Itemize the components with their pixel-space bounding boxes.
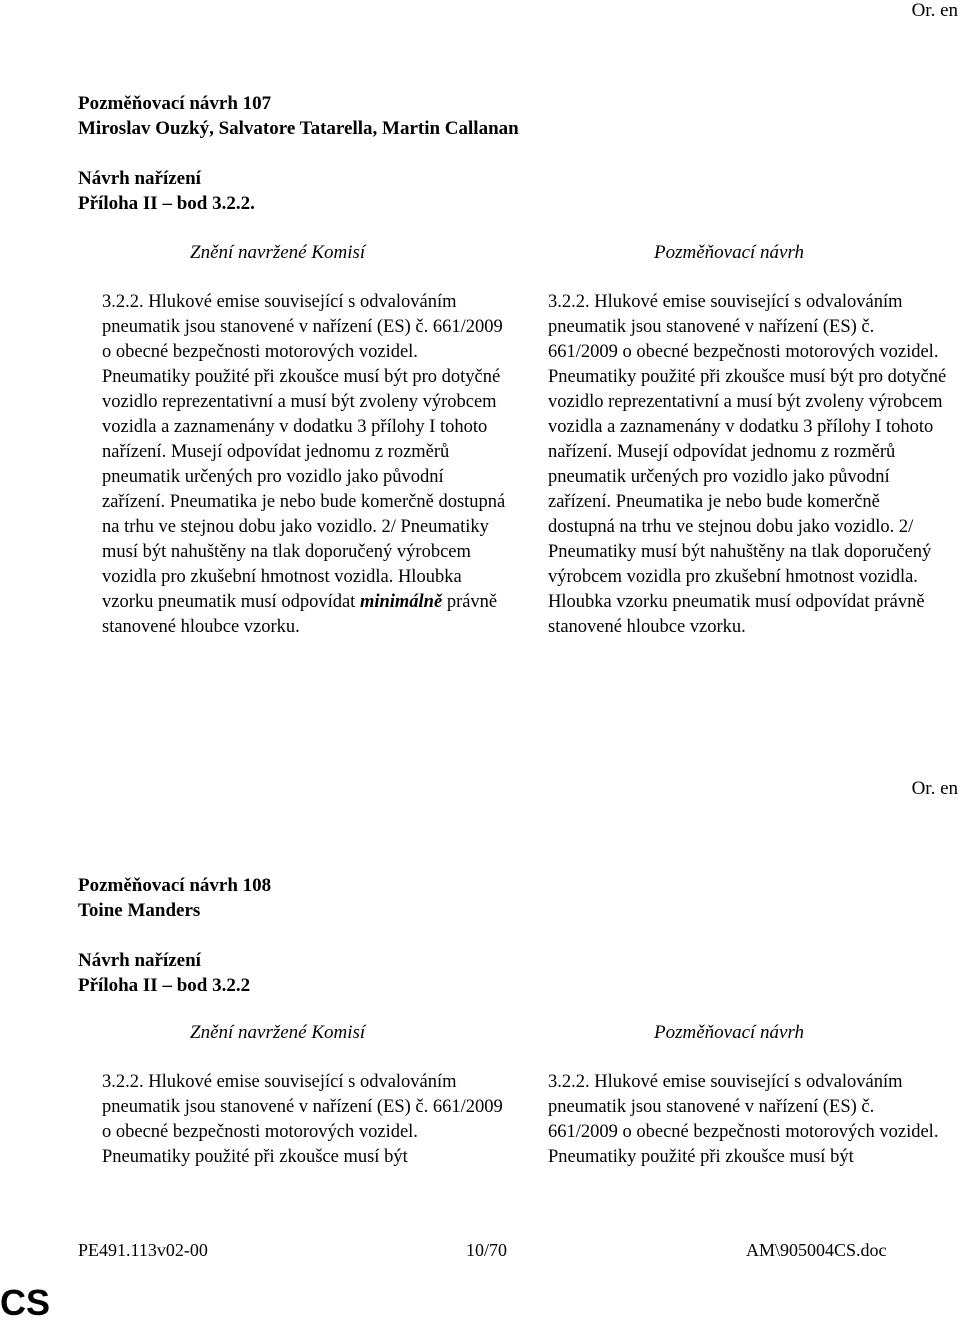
amendment-107-proposal-label: Návrh nařízení [78, 168, 201, 189]
original-language-tag: Or. en [911, 0, 958, 21]
commission-text-emphasis: minimálně [359, 592, 443, 612]
amendment-108-authors: Toine Manders [78, 900, 201, 921]
amendment-107-commission-text [102, 290, 507, 640]
commission-text-body: 3.2.2. Hlukové emise související s odvalováním pneumatik jsou stanovené v nařízení (ES) č. 661/2009 o obecné bezpečnosti motorových vozidel. Pneumatiky použité při zkoušce musí být [102, 1072, 503, 1167]
amendment-108-amended-text [548, 1070, 948, 1170]
amendment-107-left-heading: Znění navržené Komisí [190, 242, 366, 263]
amended-text-body: 3.2.2. Hlukové emise související s odvalováním pneumatik jsou stanovené v nařízení (ES) č. 661/2009 o obecné bezpečnosti motorových vozidel. Pneumatiky použité při zkoušce musí být pro dotyčné vozidlo reprezentativní a musí být zvoleny výrobcem vozidla a zaznamenány v dodatku 3 přílohy I tohoto nařízení. Musejí odpovídat jednomu z rozměrů pneumatik určených pro vozidlo jako původní zařízení. Pneumatika je nebo bude komerčně dostupná na trhu ve stejnou dobu jako vozidlo. 2/ Pneumatiky musí být nahuštěny na tlak doporučený výrobcem vozidla pro zkušební hmotnost vozidla. Hloubka vzorku pneumatik musí odpovídat právně stanovené hloubce vzorku. [548, 292, 947, 637]
commission-text-tail: právně stanovené hloubce vzorku. [102, 592, 498, 637]
amended-text-body: 3.2.2. Hlukové emise související s odvalováním pneumatik jsou stanovené v nařízení (ES) č. 661/2009 o obecné bezpečnosti motorových vozidel. Pneumatiky použité při zkoušce musí být [548, 1072, 939, 1167]
footer-am-ref: AM\905004CS.doc [746, 1240, 887, 1260]
footer-doc-ref: PE491.113v02-00 [78, 1240, 208, 1260]
amendment-107-right-heading: Pozměňovací návrh [654, 242, 805, 263]
amendment-107-reference: Příloha II – bod 3.2.2. [78, 193, 255, 214]
language-code: CS [0, 1282, 51, 1323]
amendment-108-left-heading: Znění navržené Komisí [190, 1022, 366, 1043]
commission-text-body: 3.2.2. Hlukové emise související s odvalováním pneumatik jsou stanovené v nařízení (ES) č. 661/2009 o obecné bezpečnosti motorových vozidel. Pneumatiky použité při zkoušce musí být pro dotyčné vozidlo reprezentativní a musí být zvoleny výrobcem vozidla a zaznamenány v dodatku 3 přílohy I tohoto nařízení. Musejí odpovídat jednomu z rozměrů pneumatik určených pro vozidlo jako původní zařízení. Pneumatika je nebo bude komerčně dostupná na trhu ve stejnou dobu jako vozidlo. 2/ Pneumatiky musí být nahuštěny na tlak doporučený výrobcem vozidla pro zkušební hmotnost vozidla. Hloubka vzorku pneumatik musí odpovídat [102, 292, 506, 612]
amendment-108-commission-text [102, 1070, 507, 1170]
amendment-107-authors: Miroslav Ouzký, Salvatore Tatarella, Martin Callanan [78, 118, 519, 139]
footer-page-number: 10/70 [466, 1240, 508, 1260]
amendment-107-amended-text [548, 290, 948, 640]
amendment-108-reference: Příloha II – bod 3.2.2 [78, 975, 251, 996]
amendment-108-proposal-label: Návrh nařízení [78, 950, 201, 971]
amendment-108-right-heading: Pozměňovací návrh [654, 1022, 805, 1043]
amendment-107-end-tag: Or. en [911, 778, 958, 799]
amendment-108-title: Pozměňovací návrh 108 [78, 875, 272, 896]
amendment-107-title: Pozměňovací návrh 107 [78, 93, 272, 114]
